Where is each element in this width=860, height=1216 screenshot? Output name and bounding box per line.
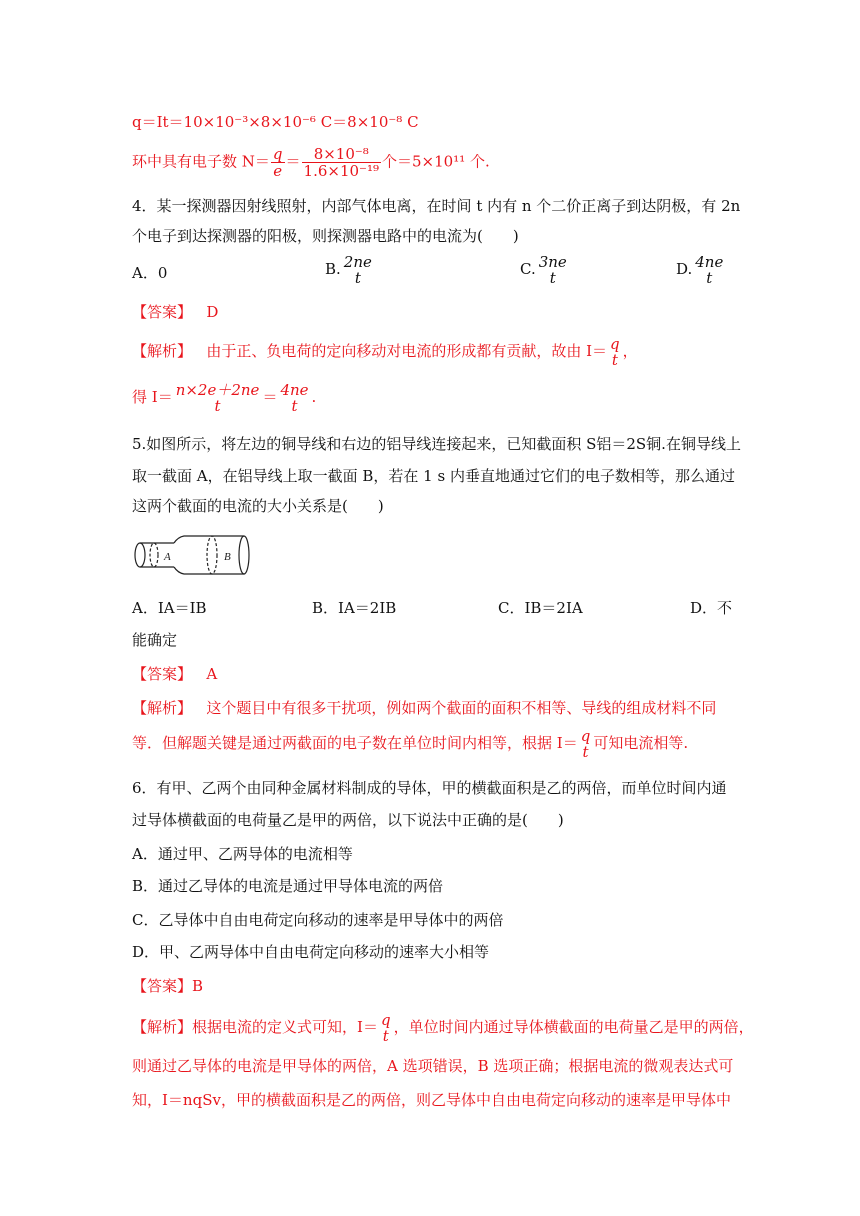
q6-analysis-line1: 【解析】根据电流的定义式可知，I＝ q t ，单位时间内通过导体横截面的电荷量乙是甲的两倍， — [132, 1011, 754, 1045]
q4-option-d: D. 4ne t — [676, 253, 724, 287]
q4-option-c: C. 3ne t — [520, 253, 567, 287]
q4-analysis-line1: 【解析】 由于正、负电荷的定向移动对电流的形成都有贡献，故由 I＝ q t ， — [132, 335, 638, 369]
figure-label-a: A — [164, 551, 171, 563]
q3-fraction-q-over-e: $\frac{q}{e}$ — [272, 145, 283, 180]
q3-electron-count-line: 环中具有电子数 N＝ $\frac{q}{e}$ ＝ $\frac{\text{8×10⁻⁸}}{\text{1.6×10⁻¹⁹}}$ 个＝5×10¹¹ 个. — [132, 145, 490, 180]
q5-stem-line3: 这两个截面的电流的大小关系是( ) — [132, 497, 384, 515]
q3-fraction-value: $\frac{\text{8×10⁻⁸}}{\text{1.6×10⁻¹⁹}}$ — [303, 145, 379, 180]
q5-option-b: B．IA＝2IB — [312, 599, 397, 617]
q6-option-a: A．通过甲、乙两导体的电流相等 — [132, 845, 353, 863]
q5-option-d: D．不 — [690, 599, 733, 617]
q6-option-b: B．通过乙导体的电流是通过甲导体电流的两倍 — [132, 877, 444, 895]
q4-analysis-line2: 得 I＝ n×2e＋2ne t ＝ 4ne t . — [132, 381, 317, 415]
q6-analysis-line3: 知，I＝nqSv，甲的横截面积是乙的两倍，则乙导体中自由电荷定向移动的速率是甲导体中 — [132, 1091, 731, 1109]
figure-label-b: B — [224, 551, 231, 563]
q5-stem-line1: 5.如图所示，将左边的铜导线和右边的铝导线连接起来，已知截面积 S铝＝2S铜.在铜导线上 — [132, 435, 741, 453]
q5-option-d-cont: 能确定 — [132, 631, 178, 649]
q5-answer: 【答案】 A — [132, 665, 218, 683]
wire-diagram — [132, 534, 252, 578]
q6-stem-line2: 过导体横截面的电荷量乙是甲的两倍，以下说法中正确的是( ) — [132, 811, 564, 829]
q5-stem-line2: 取一截面 A，在铝导线上取一截面 B，若在 1 s 内垂直地通过它们的电子数相等，那么通过 — [132, 467, 735, 485]
q6-stem-line1: 6．有甲、乙两个由同种金属材料制成的导体，甲的横截面积是乙的两倍，而单位时间内通 — [132, 779, 727, 797]
q6-analysis-line2: 则通过乙导体的电流是甲导体的两倍，A 选项错误，B 选项正确；根据电流的微观表达式可 — [132, 1057, 734, 1075]
q4-stem-line1: 4．某一探测器因射线照射，内部气体电离，在时间 t 内有 n 个二价正离子到达阴极，有 2n — [132, 197, 741, 215]
q5-analysis-line2: 等．但解题关键是通过两截面的电子数在单位时间内相等，根据 I＝ q t 可知电流相等. — [132, 727, 689, 761]
q6-answer: 【答案】B — [132, 977, 204, 995]
q5-option-c: C．IB＝2IA — [498, 599, 583, 617]
q3-n-suffix: 个＝5×10¹¹ 个. — [382, 152, 490, 171]
q4-option-b: B. 2ne t — [325, 253, 372, 287]
q4-stem-line2: 个电子到达探测器的阳极，则探测器电路中的电流为( ) — [132, 227, 519, 245]
q6-option-c: C．乙导体中自由电荷定向移动的速率是甲导体中的两倍 — [132, 911, 504, 929]
q4-answer: 【答案】 D — [132, 303, 219, 321]
q6-option-d: D．甲、乙两导体中自由电荷定向移动的速率大小相等 — [132, 943, 490, 961]
q4-option-a: A．0 — [132, 264, 168, 282]
q3-n-prefix: 环中具有电子数 N＝ — [132, 152, 270, 171]
q5-analysis-line1: 【解析】 这个题目中有很多干扰项，例如两个截面的面积不相等、导线的组成材料不同 — [132, 699, 717, 717]
q3-calc-line: q＝It＝10×10⁻³×8×10⁻⁶ C＝8×10⁻⁸ C — [132, 113, 419, 131]
q5-option-a: A．IA＝IB — [132, 599, 207, 617]
